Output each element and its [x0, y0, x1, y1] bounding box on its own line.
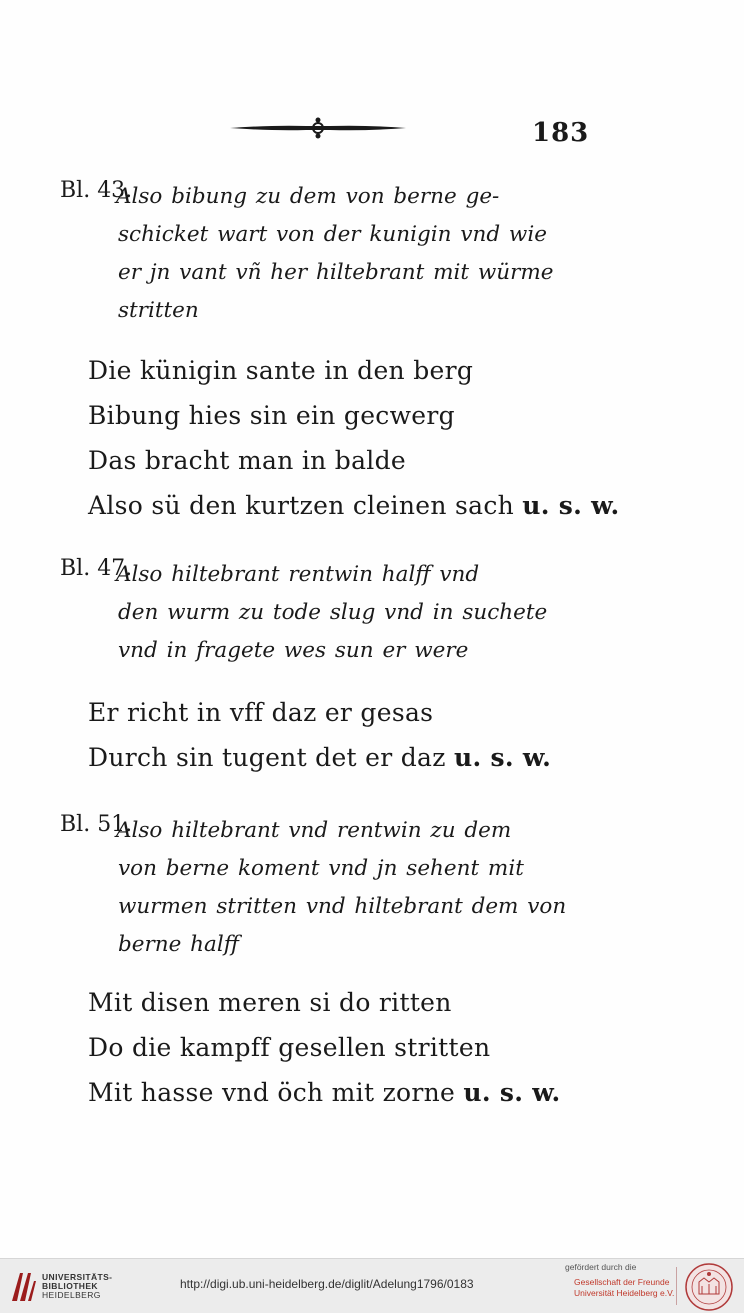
heading-line: Also bibung zu dem von berne ge-: [116, 184, 500, 209]
verse-line: Das bracht man in balde: [88, 446, 406, 475]
verse-block-3: [88, 980, 608, 1115]
verse-line: Mit hasse vnd öch mit zorne u. s. w.: [88, 1078, 561, 1107]
heading-line: von berne koment vnd jn sehent mit: [118, 856, 524, 881]
verse-line: Do die kampff gesellen stritten: [88, 1033, 491, 1062]
heading-line: Also hiltebrant vnd rentwin zu dem: [116, 818, 512, 843]
entry-heading: [118, 178, 590, 330]
ornamental-rule-icon: [228, 116, 408, 140]
entry-heading: [118, 556, 590, 670]
heading-line: Also hiltebrant rentwin halff vnd: [116, 562, 480, 587]
entry-reference: Bl. 43.: [60, 178, 133, 203]
sponsor-name-line: Universität Heidelberg e.V.: [574, 1288, 675, 1298]
verse-block-1: [88, 348, 620, 528]
entry-bl-43: [60, 178, 590, 330]
page-number: 183: [532, 118, 590, 148]
verse-line: Die künigin sante in den berg: [88, 356, 474, 385]
verse-line: Also sü den kurtzen cleinen sach u. s. w.: [88, 491, 620, 520]
library-name-line: HEIDELBERG: [42, 1290, 101, 1300]
etc-abbreviation: u. s. w.: [453, 743, 552, 772]
sponsor-name-line: Gesellschaft der Freunde: [574, 1277, 670, 1287]
sponsor-name[interactable]: [574, 1277, 674, 1299]
entry-bl-47: [60, 556, 590, 670]
etc-abbreviation: u. s. w.: [522, 491, 620, 520]
entry-reference: Bl. 51.: [60, 812, 133, 837]
university-seal-icon[interactable]: [684, 1262, 734, 1312]
heading-line: berne halff: [118, 932, 239, 957]
entry-heading: [118, 812, 590, 964]
digitization-footer: [0, 1258, 744, 1313]
verse-line: Er richt in vff daz er gesas: [88, 698, 434, 727]
library-name-line: UNIVERSITÄTS-: [42, 1272, 113, 1282]
heading-line: stritten: [118, 298, 199, 323]
verse-block-2: [88, 690, 608, 780]
entry-reference: Bl. 47.: [60, 556, 133, 581]
library-logo-icon[interactable]: [8, 1267, 38, 1305]
library-name-line: BIBLIOTHEK: [42, 1281, 98, 1291]
heading-line: vnd in fragete wes sun er were: [118, 638, 469, 663]
sponsor-label: gefördert durch die: [565, 1262, 637, 1272]
etc-abbreviation: u. s. w.: [463, 1078, 561, 1107]
verse-line: Durch sin tugent det er daz u. s. w.: [88, 743, 552, 772]
heading-line: er jn vant vñ her hiltebrant mit würme: [118, 260, 554, 285]
footer-divider: [676, 1267, 677, 1305]
entry-bl-51: [60, 812, 590, 964]
verse-line: Bibung hies sin ein gecwerg: [88, 401, 455, 430]
verse-line: Mit disen meren si do ritten: [88, 988, 452, 1017]
heading-line: schicket wart von der kunigin vnd wie: [118, 222, 547, 247]
permalink-url[interactable]: http://digi.ub.uni-heidelberg.de/diglit/Adelung1796/0183: [180, 1277, 474, 1291]
heading-line: wurmen stritten vnd hiltebrant dem von: [118, 894, 567, 919]
heading-line: den wurm zu tode slug vnd in suchete: [118, 600, 548, 625]
library-name[interactable]: [42, 1273, 112, 1300]
